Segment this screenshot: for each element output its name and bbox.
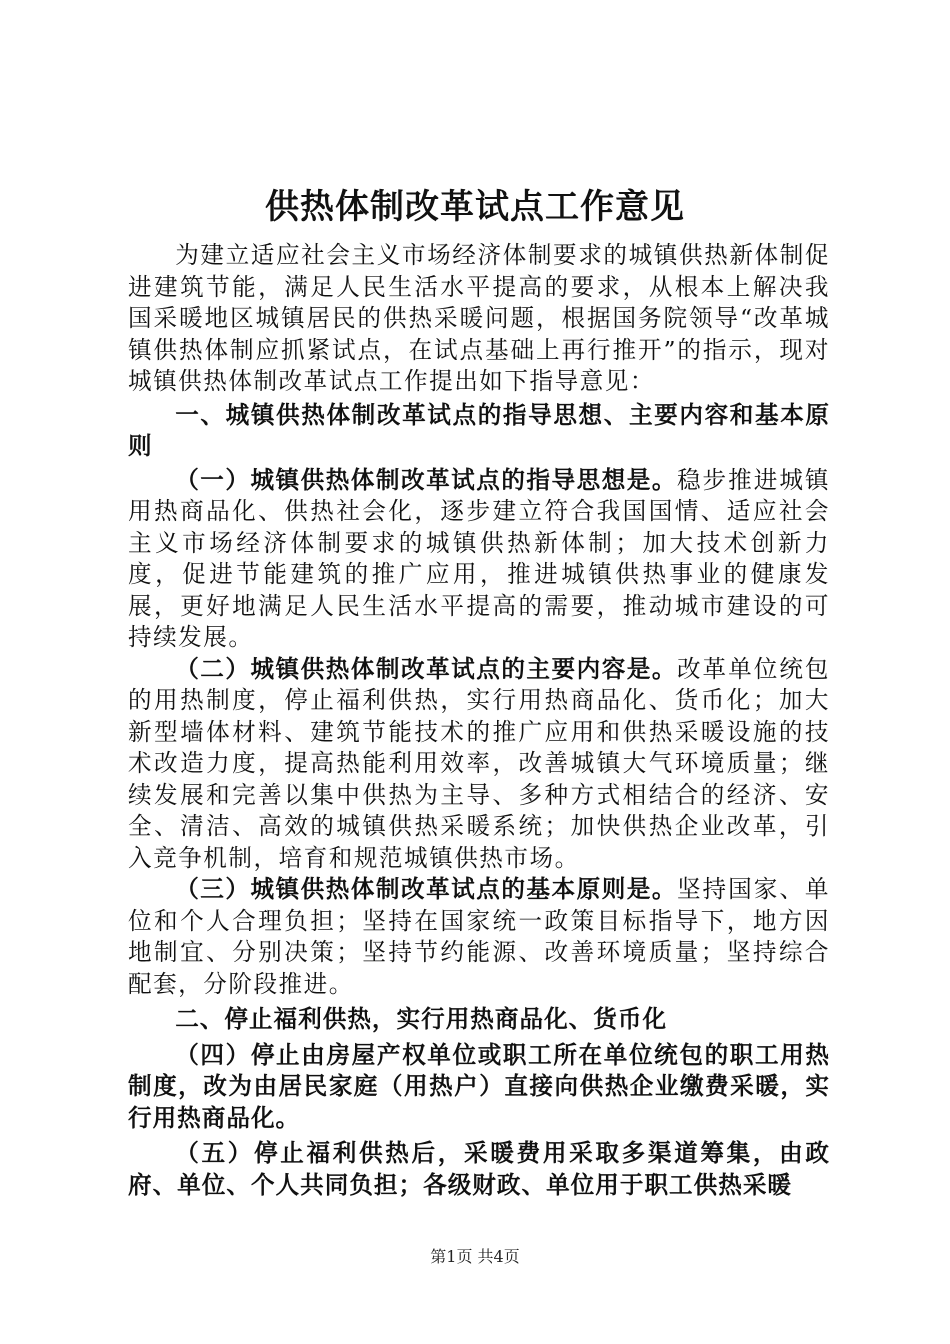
section-heading-1: 一、城镇供热体制改革试点的指导思想、主要内容和基本原则 xyxy=(128,400,830,460)
paragraph-item-3 xyxy=(128,874,830,1000)
page-footer: 第1页 共4页 xyxy=(430,1247,520,1266)
item-1-text: 稳步推进城镇用热商品化、供热社会化，逐步建立符合我国国情、适应社会主义市场经济体制要求的城镇供热新体制；加大技术创新力度，促进节能建筑的推广应用，推进城镇供热事业的健康发展，更好地满足人民生活水平提高的需要，推动城市建设的可持续发展。 xyxy=(128,465,831,651)
item-2-lead: （二）城镇供热体制改革试点的主要内容是。 xyxy=(175,654,677,683)
intro-paragraph: 为建立适应社会主义市场经济体制要求的城镇供热新体制促进建筑节能，满足人民生活水平提高的要求，从根本上解决我国采暖地区城镇居民的供热采暖问题，根据国务院领导“改革城镇供热体制应抓紧试点，在试点基础上再行推开”的指示，现对城镇供热体制改革试点工作提出如下指导意见： xyxy=(128,241,830,395)
item-2-text: 改革单位统包的用热制度，停止福利供热，实行用热商品化、货币化；加大新型墙体材料、建筑节能技术的推广应用和供热采暖设施的技术改造力度，提高热能利用效率，改善城镇大气环境质量；继续发展和完善以集中供热为主导、多种方式相结合的经济、安全、清洁、高效的城镇供热采暖系统；加快供热企业改革，引入竞争机制，培育和规范城镇供热市场。 xyxy=(128,654,831,872)
item-3-text: 坚持国家、单位和个人合理负担；坚持在国家统一政策目标指导下，地方因地制宜、分别决策；坚持节约能源、改善环境质量；坚持综合配套，分阶段推进。 xyxy=(128,875,831,998)
item-3-lead: （三）城镇供热体制改革试点的基本原则是。 xyxy=(175,875,677,903)
paragraph-item-4: （四）停止由房屋产权单位或职工所在单位统包的职工用热制度，改为由居民家庭（用热户）直接向供热企业缴费采暖，实行用热商品化。 xyxy=(128,1040,830,1132)
document-body xyxy=(128,240,830,1201)
paragraph-item-2 xyxy=(128,654,830,875)
section-heading-2: 二、停止福利供热，实行用热商品化、货币化 xyxy=(175,1005,668,1033)
item-1-lead: （一）城镇供热体制改革试点的指导思想是。 xyxy=(175,465,677,494)
paragraph-item-5: （五）停止福利供热后，采暖费用采取多渠道筹集，由政府、单位、个人共同负担；各级财政、单位用于职工供热采暖 xyxy=(128,1139,830,1199)
document-title: 供热体制改革试点工作意见 xyxy=(265,187,685,227)
paragraph-item-1 xyxy=(128,465,830,654)
